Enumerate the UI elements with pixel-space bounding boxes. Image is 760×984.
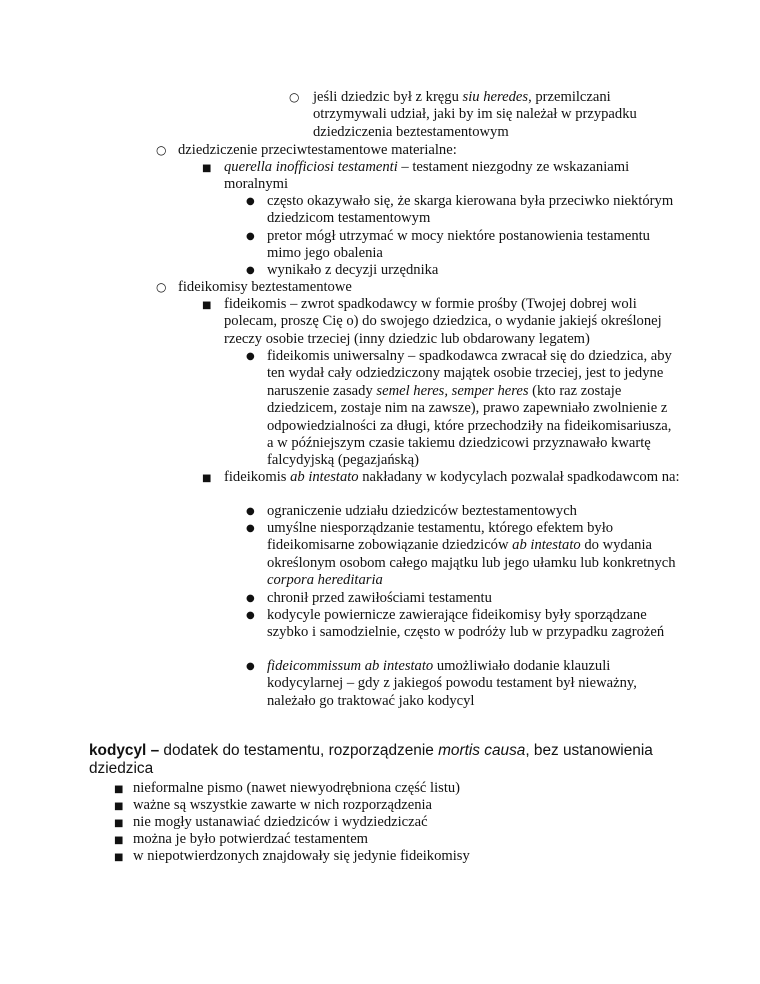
square-bullet-icon: ■ (202, 300, 212, 311)
list-item: ○ jeśli dziedzic był z kręgu siu heredes, przemilczani otrzymywali udział, jaki by im się należał w przypadku dziedziczenia beztestamentowym (289, 89, 637, 140)
filled-dot-bullet-icon: ● (246, 523, 255, 534)
filled-dot-bullet-icon: ● (246, 506, 255, 517)
square-bullet-icon: ■ (202, 163, 212, 174)
list-item: ● fideikomis uniwersalny – spadkodawca zwracał się do dziedzica, aby ten wydał cały odziedziczony majątek osobie trzeciej, jest to jedyne naruszenie zasady semel heres, semper heres (kto raz zostaje dziedzicem, zostaje nim na zawsze), prawo zapewniało zwolnienie z odpowiedzialności za długi, które przechodziły na fideikomisariusza, a w późniejszym czasie takiemu dziedzicowi przyznawało kwartę falcydyjską (pegazjańską) (246, 348, 672, 469)
list-item: ■ fideikomis ab intestato nakładany w kodycylach pozwalał spadkodawcom na: (202, 469, 682, 486)
list-item: ■ nie mogły ustanawiać dziedziców i wydziedziczać (114, 814, 674, 831)
square-bullet-icon: ■ (202, 473, 212, 484)
filled-dot-bullet-icon: ● (246, 196, 255, 207)
list-item: ■ ważne są wszystkie zawarte w nich rozporządzenia (114, 797, 674, 814)
hollow-circle-bullet-icon: ○ (156, 143, 167, 157)
list-item: ■ fideikomis – zwrot spadkodawcy w formie prośby (Twojej dobrej woli polecam, proszę Cię o) do swojego dziedzica, o wydanie jakiejś określonej rzeczy osobie trzeciej (inny dziedzic lub obdarowany legatem) (202, 296, 662, 347)
filled-dot-bullet-icon: ● (246, 593, 255, 604)
filled-dot-bullet-icon: ● (246, 231, 255, 242)
list-item: ■ querella inofficiosi testamenti – testament niezgodny ze wskazaniami moralnymi (202, 159, 630, 193)
filled-dot-bullet-icon: ● (246, 265, 255, 276)
list-item: ● ograniczenie udziału dziedziców beztestamentowych (246, 503, 577, 519)
list-item: ● kodycyle powiernicze zawierające fideikomisy były sporządzane szybko i samodzielnie, często w podróży lub w przypadku zagrożeń (246, 607, 665, 641)
list-item: ○ fideikomisy beztestamentowe (156, 279, 352, 295)
list-item: ■ można je było potwierdzać testamentem (114, 831, 674, 848)
list-item: ● fideicommissum ab intestato umożliwiało dodanie klauzuli kodycylarnej – gdy z jakiegoś powodu testament był nieważny, należało go traktować jako kodycyl (246, 658, 637, 709)
filled-dot-bullet-icon: ● (246, 351, 255, 362)
list-item: ● chronił przed zawiłościami testamentu (246, 590, 492, 606)
list-item: ■ w niepotwierdzonych znajdowały się jedynie fideikomisy (114, 848, 674, 865)
square-bullet-icon: ■ (114, 784, 124, 795)
square-bullet-icon: ■ (114, 835, 124, 846)
filled-dot-bullet-icon: ● (246, 610, 255, 621)
list-item: ● pretor mógł utrzymać w mocy niektóre postanowienia testamentu mimo jego obalenia (246, 228, 650, 262)
square-bullet-icon: ■ (114, 818, 124, 829)
list-item: ■ nieformalne pismo (nawet niewyodrębniona część listu) (114, 780, 674, 797)
list-item: ● często okazywało się, że skarga kierowana była przeciwko niektórym dziedzicom testamentowym (246, 193, 674, 227)
hollow-circle-bullet-icon: ○ (289, 90, 300, 104)
list-item: ● wynikało z decyzji urzędnika (246, 262, 439, 278)
filled-dot-bullet-icon: ● (246, 661, 255, 672)
list-item: ● umyślne niesporządzanie testamentu, którego efektem było fideikomisarne zobowiązanie dziedziców ab intestato do wydania określonym osobom całego majątku lub jego ułamku lub konkretnych corpora hereditaria (246, 520, 676, 589)
kodycyl-definition: kodycyl – dodatek do testamentu, rozporządzenie mortis causa, bez ustanowienia dziedzica (89, 742, 653, 777)
hollow-circle-bullet-icon: ○ (156, 280, 167, 294)
square-bullet-icon: ■ (114, 852, 124, 863)
list-item: ○ dziedziczenie przeciwtestamentowe materialne: (156, 142, 457, 158)
square-bullet-icon: ■ (114, 801, 124, 812)
